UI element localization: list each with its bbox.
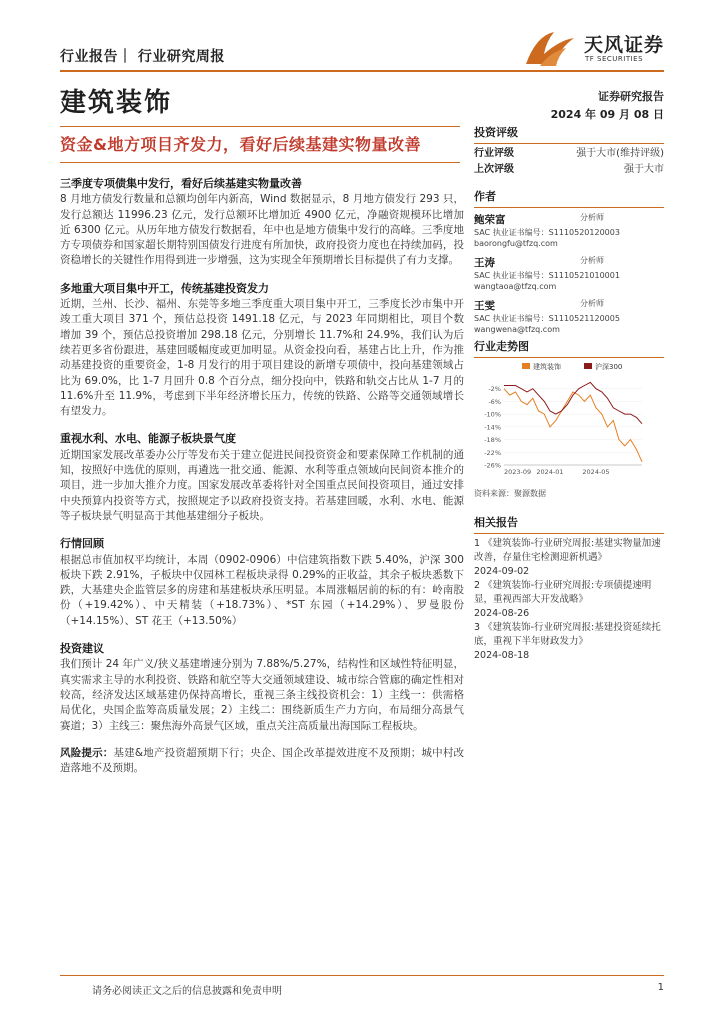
author-name: 王涛 [474, 257, 495, 269]
related-item-date: 2024-08-18 [474, 650, 530, 661]
report-class: 证券研究报告 [598, 90, 664, 103]
section-title: 投资建议 [60, 642, 104, 656]
x-tick-label: 2024-01 [536, 468, 564, 475]
author-head [474, 255, 664, 270]
related-rule [474, 533, 664, 534]
related-item[interactable] [474, 537, 664, 579]
y-tick-label: -10% [484, 410, 501, 419]
y-tick-label: -14% [484, 423, 501, 432]
risk-notice [60, 746, 464, 777]
legend-label: 建筑装饰 [533, 363, 561, 371]
y-tick-label: -18% [484, 436, 501, 445]
related-item[interactable] [474, 579, 664, 621]
rating-label: 行业评级 [474, 148, 514, 159]
series-line [504, 389, 642, 462]
rating-row-industry [474, 146, 664, 162]
section-body: 根据总市值加权平均统计，本周（0902-0906）中信建筑指数下跌 5.40%，沪深 300 板块下跌 2.91%，子板块中仅园林工程板块录得 0.29%的正收益，其余子板块悉数下跌，大基建央企监管层多的房建和基建板块承压明显。本周涨幅居前的标的有：岭南股份（+19.42%）、中天精装（+18.73%）、*ST 东园（+14.29%）、罗曼股份（+14.15%）、ST 花王（+13.50%） [60, 553, 464, 627]
industry-title: 建筑装饰 [60, 88, 173, 118]
rating-rule [474, 143, 664, 144]
authors-rule [474, 207, 664, 208]
author-name: 王雯 [474, 300, 495, 312]
author-card [474, 255, 664, 292]
author-card [474, 212, 664, 249]
y-tick-label: -26% [484, 461, 501, 470]
related-item-date: 2024-08-26 [474, 608, 530, 619]
related-list [474, 537, 664, 663]
section-body: 8 月地方债发行数量和总额均创年内新高，Wind 数据显示，8 月地方债发行 293 只，发行总额达 11996.23 亿元，发行总额环比增加近 4900 亿元，净融资规模环比增加近 6300 亿元。从历年地方债发行数据看，年中也是地方债集中发行的高峰。三季度地方专项债券和国家超长期特别国债发行进度有所加快，政府投资力度也在持续加码，投资稳增长的关键性作用得到进一步增强，这为实现全年预期增长目标提供了有力支撑。 [60, 193, 464, 267]
y-tick-label: -6% [488, 397, 501, 406]
x-tick-label: 2024-05 [582, 468, 610, 475]
rating-block [474, 124, 664, 178]
author-head [474, 212, 664, 227]
author-head [474, 298, 664, 313]
author-sac: SAC 执业证书编号：S1110520120003 [474, 228, 620, 237]
author-sac: SAC 执业证书编号：S1110521120005 [474, 314, 620, 323]
section-body: 近期国家发展改革委办公厅等发布关于建立促进民间投资资金和要素保障工作机制的通知，按照好中选优的原则，再遴选一批交通、能源、水利等重点领域向民间资本推介的项目，进一步加大推介力度。国家发展改革委将针对全国重点民间投资项目，通过安排中央预算内投资等方式，按照规定予以政府投资支持。若基建回暖，水利、水电、能源等子板块景气明显高于其他基建细分子板块。 [60, 448, 464, 522]
section-title: 行情回顾 [60, 537, 104, 551]
trend-chart [474, 360, 664, 475]
y-tick-label: -22% [484, 448, 501, 457]
related-item-title[interactable]: 3 《建筑装饰-行业研究周报:基建投资延续托底，重视下半年财政发力》 [474, 622, 661, 647]
author-card [474, 298, 664, 335]
section-title: 多地重大项目集中开工，传统基建投资发力 [60, 281, 269, 295]
author-role: 分析师 [580, 299, 604, 308]
report-date: 2024 年 09 月 08 日 [550, 108, 664, 121]
related-item-date: 2024-09-02 [474, 566, 530, 577]
risk-label: 风险提示： [60, 746, 114, 759]
related-item-title[interactable]: 1 《建筑装饰-行业研究周报:基建实物量加速改善，存量住宅检测迎新机遇》 [474, 538, 661, 563]
author-role: 分析师 [580, 256, 604, 265]
author-name: 鲍荣富 [474, 214, 506, 226]
footer-disclaimer[interactable]: 请务必阅读正文之后的信息披露和免责申明 [92, 986, 282, 997]
logo-mark-icon [520, 26, 584, 70]
section-title: 三季度专项债集中发行，看好后续基建实物量改善 [60, 177, 302, 190]
rating-row-prev [474, 162, 664, 178]
logo-text-cn: 天风证券 [584, 34, 665, 56]
author-email[interactable]: wangtaoa@tfzq.com [474, 282, 557, 291]
section [60, 431, 464, 524]
report-type: 行业报告｜ 行业研究周报 [60, 49, 225, 65]
trend-rule [474, 357, 664, 358]
rating-label: 上次评级 [474, 164, 514, 175]
page-number: 1 [657, 982, 664, 993]
header-divider [60, 70, 664, 72]
authors-block [474, 188, 664, 335]
related-item-title[interactable]: 2 《建筑装饰-行业研究周报:专项债提速明显，重视西部大开发战略》 [474, 580, 652, 605]
rating-title: 投资评级 [474, 126, 518, 139]
related-title: 相关报告 [474, 516, 518, 529]
headline-top-rule [60, 126, 460, 127]
chart-source: 资料来源：聚源数据 [474, 489, 546, 498]
y-tick-label: -2% [488, 385, 501, 394]
section-body: 近期，兰州、长沙、福州、东莞等多地三季度重大项目集中开工，三季度长沙市集中开竣工重大项目 371 个，预估总投资 1491.18 亿元，与 2023 年同期相比，项目个数增加 39 个，预估总投资增加 298.18 亿元，分别增长 11.7%和 24.9%，我们认为后续若更多省份跟进，基建回暖幅度或更加明显。从资金投向看，基建占比上升，作为推动基建投资的重要资金，1-8 月发行的用于项目建设的新增专项债中，投向基建领域占比为 69.0%，比 1-7 月回升 0.8 个百分点，细分投向中，铁路和轨交占比从 1-7 月的 11.6%升至 11.9%，考虑到下半年经济增长压力，传统的铁路、公路等交通领域增长有望发力。 [60, 298, 464, 418]
author-email[interactable]: wangwena@tfzq.com [474, 325, 560, 334]
related-item[interactable] [474, 621, 664, 663]
legend-swatch [584, 363, 592, 369]
logo-text-en: TF SECURITIES [585, 55, 644, 63]
footer-rule [60, 975, 664, 976]
section [60, 176, 464, 269]
headline: 资金&地方项目齐发力，看好后续基建实物量改善 [60, 135, 421, 154]
authors-title: 作者 [474, 190, 496, 203]
headline-bottom-rule [60, 162, 460, 163]
risk-body: 基建&地产投资超预期下行；央企、国企改革提效进度不及预期；城中村改造落地不及预期。 [60, 746, 465, 775]
trend-title: 行业走势图 [474, 340, 529, 353]
section [60, 281, 464, 420]
main-column [60, 176, 464, 776]
rating-value: 强于大市(维持评级) [576, 148, 664, 159]
legend-swatch [522, 363, 530, 369]
x-tick-label: 2023-09 [504, 468, 532, 475]
author-sac: SAC 执业证书编号：S1110521010001 [474, 271, 620, 280]
author-email[interactable]: baorongfu@tfzq.com [474, 239, 558, 248]
trend-block [474, 338, 664, 362]
section [60, 536, 464, 629]
section-body: 我们预计 24 年广义/狭义基建增速分别为 7.88%/5.27%，结构性和区域性特征明显，真实需求主导的水利投资、铁路和航空等大交通领域建设、城市综合管廊的确定性相对较高，经济发达区域基建仍保持高增长，重视三条主线投资机会：1）主线一：供需格局优化，央国企监筹高质量发展；2）主线二：围绕新质生产力方向，布局细分高景气赛道；3）主线三：聚焦海外高景气区域，重点关注高质量出海国际工程板块。 [60, 658, 464, 732]
section [60, 641, 464, 734]
rating-value: 强于大市 [624, 164, 664, 175]
legend-label: 沪深300 [595, 363, 623, 371]
author-role: 分析师 [580, 213, 604, 222]
related-block [474, 514, 664, 663]
section-title: 重视水利、水电、能源子板块景气度 [60, 432, 236, 446]
